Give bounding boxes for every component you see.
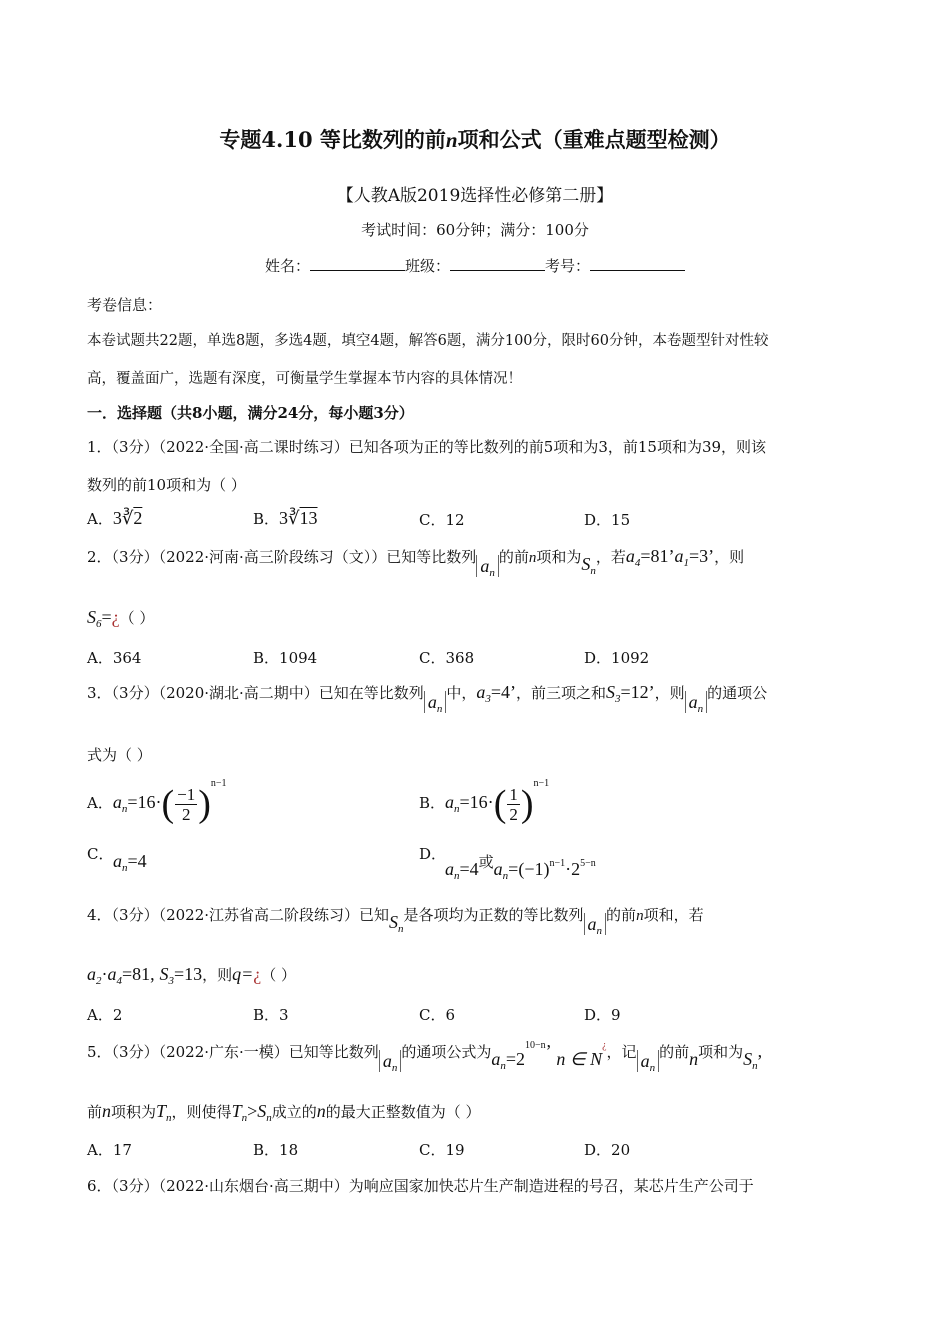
question-1-line-2: 数列的前10项和为（ ）	[87, 476, 246, 494]
name-blank	[310, 256, 405, 271]
question-5-option-d: D．20	[584, 1141, 631, 1159]
question-3-option-c-label: C．	[87, 845, 114, 863]
question-3-option-d-label: D．	[419, 845, 447, 863]
edition-subtitle: 【人教A版2019选择性必修第二册】	[336, 186, 614, 206]
question-3-option-d: $a_n=4$或$a_n=(-1)^{n-1}\cdot 2^{5-n}$	[445, 853, 596, 882]
exam-info: 考试时间：60分钟；满分：100分	[361, 221, 589, 239]
question-1-option-c: C．12	[419, 511, 465, 529]
question-4-line-1: 4．（3分）（2022·江苏省高二阶段练习）已知$S_n$是各项均为正数的等比数列 $a_n$的前n项和，若	[87, 906, 704, 937]
question-1-option-b: B．3∛13	[253, 508, 318, 528]
question-3-option-b: B．$a_n=16\cdot$( $\frac{1}{2}$ )$^{n-1}$	[419, 778, 550, 825]
question-6-line-1: 6．（3分）（2022·山东烟台·高三期中）为响应国家加快芯片生产制造进程的号召，某芯片生产公司于	[87, 1177, 754, 1195]
section-heading: 一．选择题（共8小题，满分24分，每小题3分）	[87, 404, 414, 422]
question-3-option-c: $a_n=4$	[113, 851, 147, 874]
question-2-option-c: C．368	[419, 649, 475, 667]
notes-line-1: 本卷试题共22题，单选8题，多选4题，填空4题，解答6题，满分100分，限时60分钟，本卷题型针对性较	[87, 333, 769, 349]
page-title: 专题4.10 等比数列的前n项和公式（重难点题型检测）	[219, 127, 731, 152]
question-4-option-a: A．2	[87, 1006, 123, 1024]
question-3-line-1: 3．（3分）（2020·湖北·高二期中）已知在等比数列 $a_n$中，$a_3=4$’，前三项之和$S_3=12$’，则 $a_n$的通项公	[87, 682, 768, 715]
question-2-line-1: 2．（3分）（2022·河南·高三阶段练习（文））已知等比数列 $a_n$的前n项和为$S_n$，若$a_4=81’a_1=3$’，则	[87, 546, 745, 579]
student-info-fields: 姓名： 班级： 考号：	[0, 255, 950, 276]
question-4-line-2: $a_2\cdot a_4=81$, $S_3=13$，则q=¿（ ）	[87, 964, 297, 987]
question-5-line-2: 前n项积为$T_n$，则使得$T_n>S_n$成立的n的最大正整数值为（ ）	[87, 1101, 481, 1124]
question-1-option-a: A．3∛2	[87, 508, 143, 528]
question-4-option-d: D．9	[584, 1006, 621, 1024]
notes-line-2: 高，覆盖面广，选题有深度，可衡量学生掌握本节内容的具体情况！	[87, 371, 522, 387]
question-5-option-b: B．18	[253, 1141, 299, 1159]
question-2-option-a: A．364	[87, 649, 142, 667]
question-5-line-1: 5．（3分）（2022·广东·一模）已知等比数列 $a_n$的通项公式为$a_n=2^{10-n}$’ n ∈ N¿，记 $a_n$的前n项和为$S_n$,	[87, 1040, 763, 1074]
question-5-option-a: A．17	[87, 1141, 132, 1159]
question-2-line-2: $S_6=¿$（ ）	[87, 607, 155, 630]
number-blank	[590, 256, 685, 271]
question-3-option-a: A．$a_n=16\cdot$( $\frac{-1}{2}$ )$^{n-1}$	[87, 778, 227, 825]
question-5-option-c: C．19	[419, 1141, 465, 1159]
question-1-line-1: 1．（3分）（2022·全国·高二课时练习）已知各项为正的等比数列的前5项和为3，前15项和为39，则该	[87, 438, 767, 456]
question-2-option-d: D．1092	[584, 649, 650, 667]
question-3-line-2: 式为（ ）	[87, 746, 152, 764]
notes-heading: 考卷信息：	[87, 296, 163, 314]
class-blank	[450, 256, 545, 271]
question-4-option-b: B．3	[253, 1006, 289, 1024]
question-4-option-c: C．6	[419, 1006, 456, 1024]
question-1-option-d: D．15	[584, 511, 631, 529]
question-2-option-b: B．1094	[253, 649, 318, 667]
